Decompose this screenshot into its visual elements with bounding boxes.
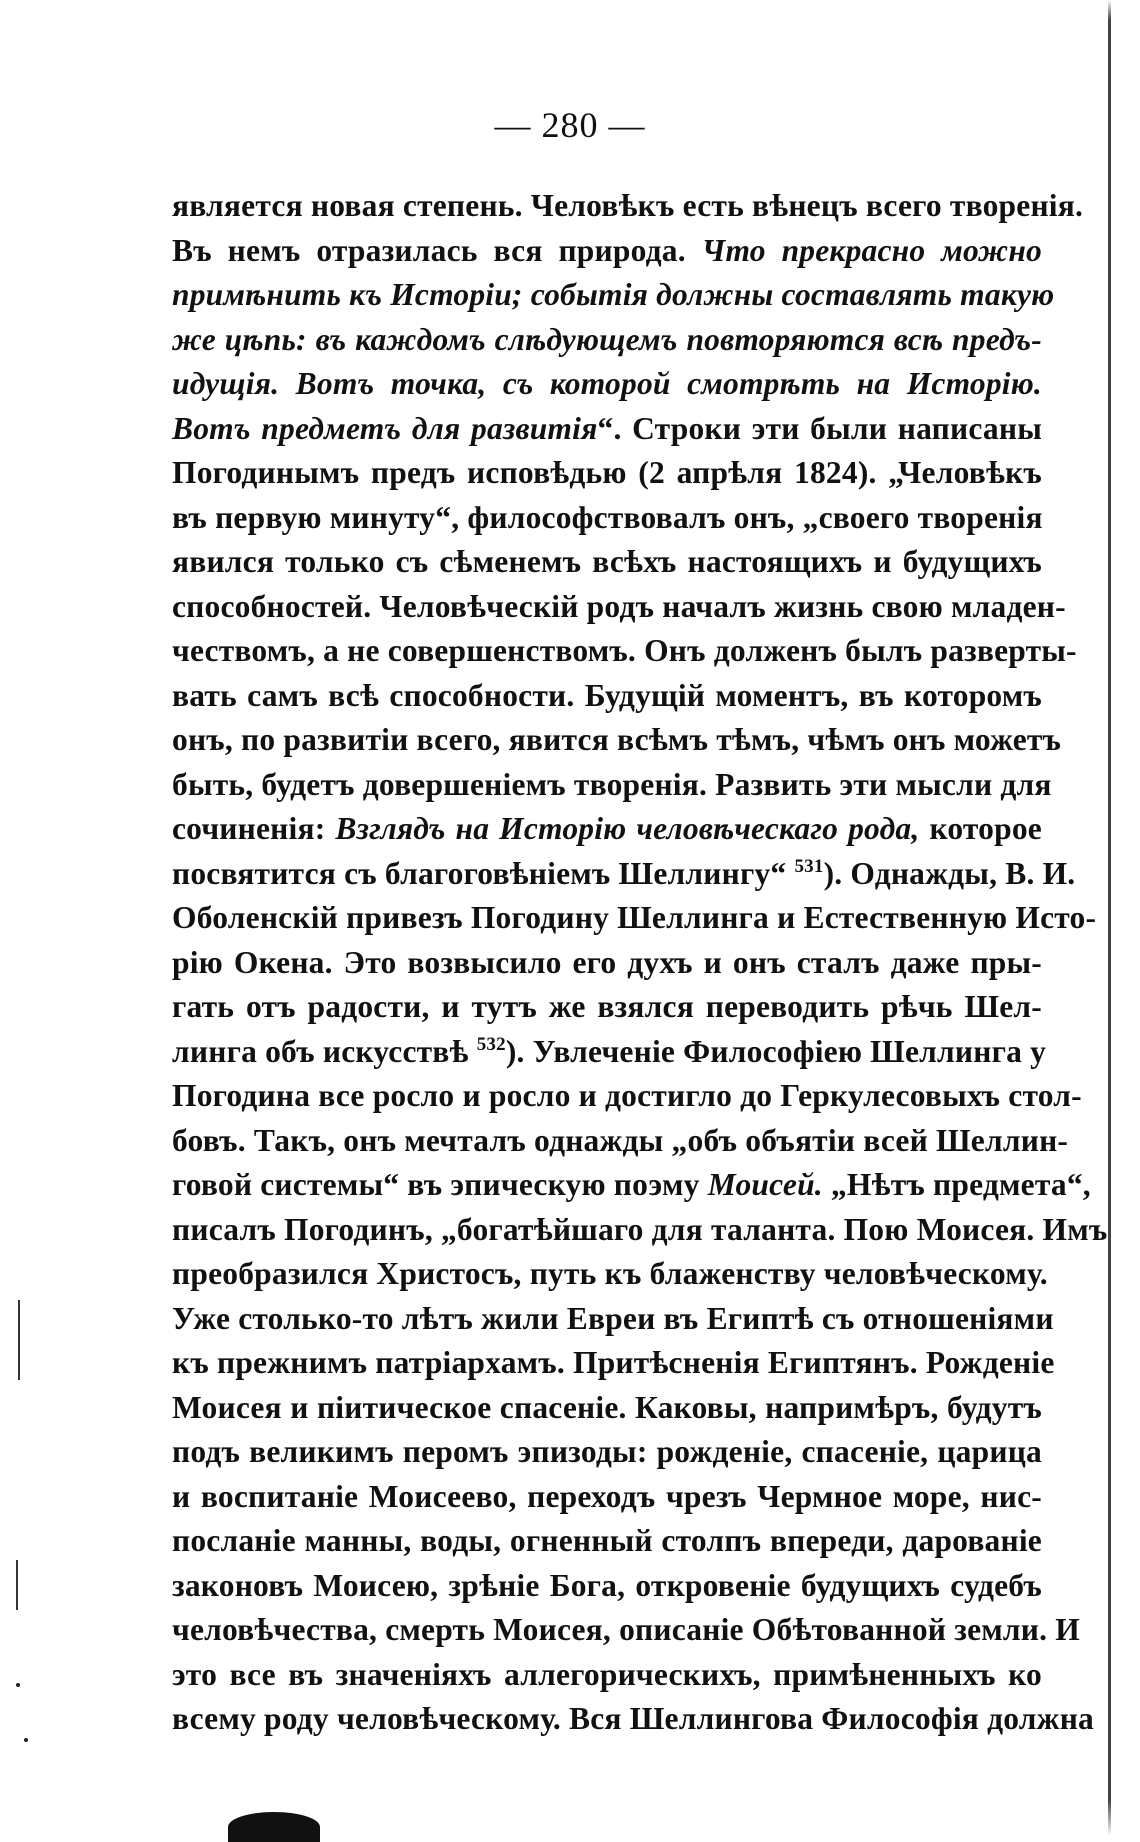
text-line bbox=[172, 540, 1042, 585]
text-segment: же цѣпь: въ каждомъ слѣдующемъ повторяются всѣ предъ- bbox=[172, 321, 1042, 357]
text-segment: Оболенскій привезъ Погодину Шеллинга и Естественную Исто- bbox=[172, 900, 1097, 935]
text-line bbox=[172, 1653, 1042, 1698]
text-segment: ). Однажды, В. И. bbox=[823, 855, 1076, 891]
margin-mark bbox=[16, 1560, 18, 1610]
text-segment: ). Увлеченіе Философіею Шеллинга у bbox=[505, 1033, 1047, 1069]
text-segment: Взглядъ на Исторію человѣческаго рода, bbox=[335, 811, 920, 846]
text-segment: Погодина все росло и росло и достигло до Геркулесовыхъ стол- bbox=[172, 1078, 1082, 1113]
page-number: — 280 — bbox=[494, 105, 646, 145]
text-segment: Моисей. bbox=[707, 1167, 823, 1202]
text-segment: чествомъ, а не совершенствомъ. Онъ долженъ былъ разверты- bbox=[172, 633, 1077, 668]
text-segment: Моисея и пiитическое спасеніе. Каковы, напримѣръ, будутъ bbox=[172, 1389, 1042, 1425]
text-segment: Уже столько-то лѣтъ жили Евреи въ Египтѣ съ отношеніями bbox=[172, 1300, 1054, 1336]
text-line bbox=[172, 1208, 1108, 1253]
margin-dot bbox=[16, 1683, 20, 1687]
text-line bbox=[172, 629, 1077, 674]
text-line bbox=[172, 1519, 1042, 1564]
text-line bbox=[172, 407, 1042, 452]
text-segment: гать отъ радости, и тутъ же взялся переводить рѣчь Шел- bbox=[172, 989, 1042, 1024]
text-line bbox=[172, 362, 1042, 407]
text-segment: посвятится съ благоговѣніемъ Шеллингу“ bbox=[172, 855, 795, 891]
text-segment: писалъ Погодинъ, „богатѣйшаго для таланта. Пою Моисея. Имъ bbox=[172, 1211, 1108, 1247]
text-segment: подъ великимъ перомъ эпизоды: рожденіе, спасеніе, царица bbox=[172, 1434, 1042, 1469]
text-segment: законовъ Моисею, зрѣніе Бога, откровеніе будущихъ судебъ bbox=[172, 1567, 1042, 1603]
text-line bbox=[172, 985, 1042, 1030]
text-line bbox=[172, 852, 1076, 897]
text-segment: которое bbox=[919, 811, 1042, 846]
text-line bbox=[172, 1119, 1069, 1164]
text-segment: сочиненія: bbox=[172, 811, 336, 846]
text-line bbox=[172, 1430, 1042, 1475]
footnote-ref: 532 bbox=[476, 1033, 506, 1055]
margin-dot bbox=[24, 1738, 28, 1742]
text-line bbox=[172, 718, 1062, 763]
text-line bbox=[172, 451, 1042, 496]
text-line bbox=[172, 1074, 1082, 1119]
text-segment: и воспитаніе Моисеево, переходъ чрезъ Чермное море, нис- bbox=[172, 1478, 1042, 1514]
page-edge-shadow bbox=[1108, 0, 1111, 1836]
text-segment: Что прекрасно можно bbox=[701, 232, 1042, 268]
text-segment: линга объ искусствѣ bbox=[172, 1033, 477, 1069]
text-line bbox=[172, 1163, 1091, 1208]
text-segment: преобразился Христосъ, путь къ блаженству человѣческому. bbox=[172, 1256, 1048, 1291]
text-line bbox=[172, 273, 1055, 318]
text-segment: “. Строки эти были написаны bbox=[597, 410, 1042, 446]
text-segment: Вотъ предметъ для развитія bbox=[172, 410, 598, 446]
text-segment: это все въ значеніяхъ аллегорическихъ, примѣненныхъ ко bbox=[172, 1656, 1042, 1692]
text-segment: бовъ. Такъ, онъ мечталъ однажды „объ объятіи всей Шеллин- bbox=[172, 1122, 1069, 1158]
text-segment: посланіе манны, воды, огненный столпъ впереди, дарованіе bbox=[172, 1523, 1042, 1558]
text-line bbox=[172, 318, 1042, 363]
text-line bbox=[172, 674, 1042, 719]
text-segment: къ прежнимъ патріархамъ. Притѣсненія Египтянъ. Рожденіе bbox=[172, 1345, 1055, 1380]
text-line bbox=[172, 807, 1042, 852]
text-segment: способностей. Человѣческій родъ началъ жизнь свою младен- bbox=[172, 588, 1066, 624]
margin-mark bbox=[18, 1300, 20, 1380]
scan-ink-blot bbox=[228, 1812, 320, 1842]
text-line bbox=[172, 1608, 1080, 1653]
text-segment: онъ, по развитіи всего, явится всѣмъ тѣмъ, чѣмъ онъ можетъ bbox=[172, 722, 1062, 757]
text-segment: явился только съ сѣменемъ всѣхъ настоящихъ и будущихъ bbox=[172, 544, 1042, 579]
text-line bbox=[172, 1697, 1094, 1742]
text-line bbox=[172, 184, 1084, 229]
text-segment: Погодинымъ предъ исповѣдью (2 апрѣля 1824). „Человѣкъ bbox=[172, 455, 1042, 490]
text-segment: въ первую минуту“, философствовалъ онъ, „своего творенія bbox=[172, 499, 1043, 535]
text-line bbox=[172, 1252, 1048, 1297]
text-segment: „Нѣтъ предмета“, bbox=[822, 1167, 1091, 1202]
text-segment: рію Окена. Это возвысило его духъ и онъ сталъ даже пры- bbox=[172, 944, 1042, 980]
text-line bbox=[172, 496, 1042, 541]
text-line bbox=[172, 941, 1042, 986]
text-segment: всему роду человѣческому. Вся Шеллингова Философія должна bbox=[172, 1701, 1094, 1736]
text-line bbox=[172, 585, 1066, 630]
text-segment: является новая степень. Человѣкъ есть вѣнецъ всего творенія. bbox=[172, 188, 1084, 223]
text-line bbox=[172, 1297, 1054, 1342]
text-line bbox=[172, 1475, 1042, 1520]
text-segment: человѣчества, смерть Моисея, описаніе Обѣтованной земли. И bbox=[172, 1612, 1080, 1647]
text-line bbox=[172, 229, 1042, 274]
text-line bbox=[172, 1564, 1042, 1609]
footnote-ref: 531 bbox=[794, 855, 824, 877]
text-segment: вать самъ всѣ способности. Будущій моментъ, въ которомъ bbox=[172, 677, 1042, 713]
text-segment: идущія. Вотъ точка, съ которой смотрѣть на Исторію. bbox=[172, 366, 1042, 401]
text-segment: говой системы“ въ эпическую поэму bbox=[172, 1167, 708, 1202]
text-line bbox=[172, 763, 1052, 808]
text-line bbox=[172, 1386, 1042, 1431]
text-line bbox=[172, 896, 1097, 941]
text-line bbox=[172, 1341, 1055, 1386]
text-segment: Въ немъ отразилась вся природа. bbox=[172, 232, 702, 268]
text-segment: быть, будетъ довершеніемъ творенія. Развить эти мысли для bbox=[172, 766, 1052, 802]
text-line bbox=[172, 1030, 1047, 1075]
body-text bbox=[172, 184, 1108, 1742]
text-segment: примѣнить къ Исторіи; событія должны составлять такую bbox=[172, 277, 1055, 312]
